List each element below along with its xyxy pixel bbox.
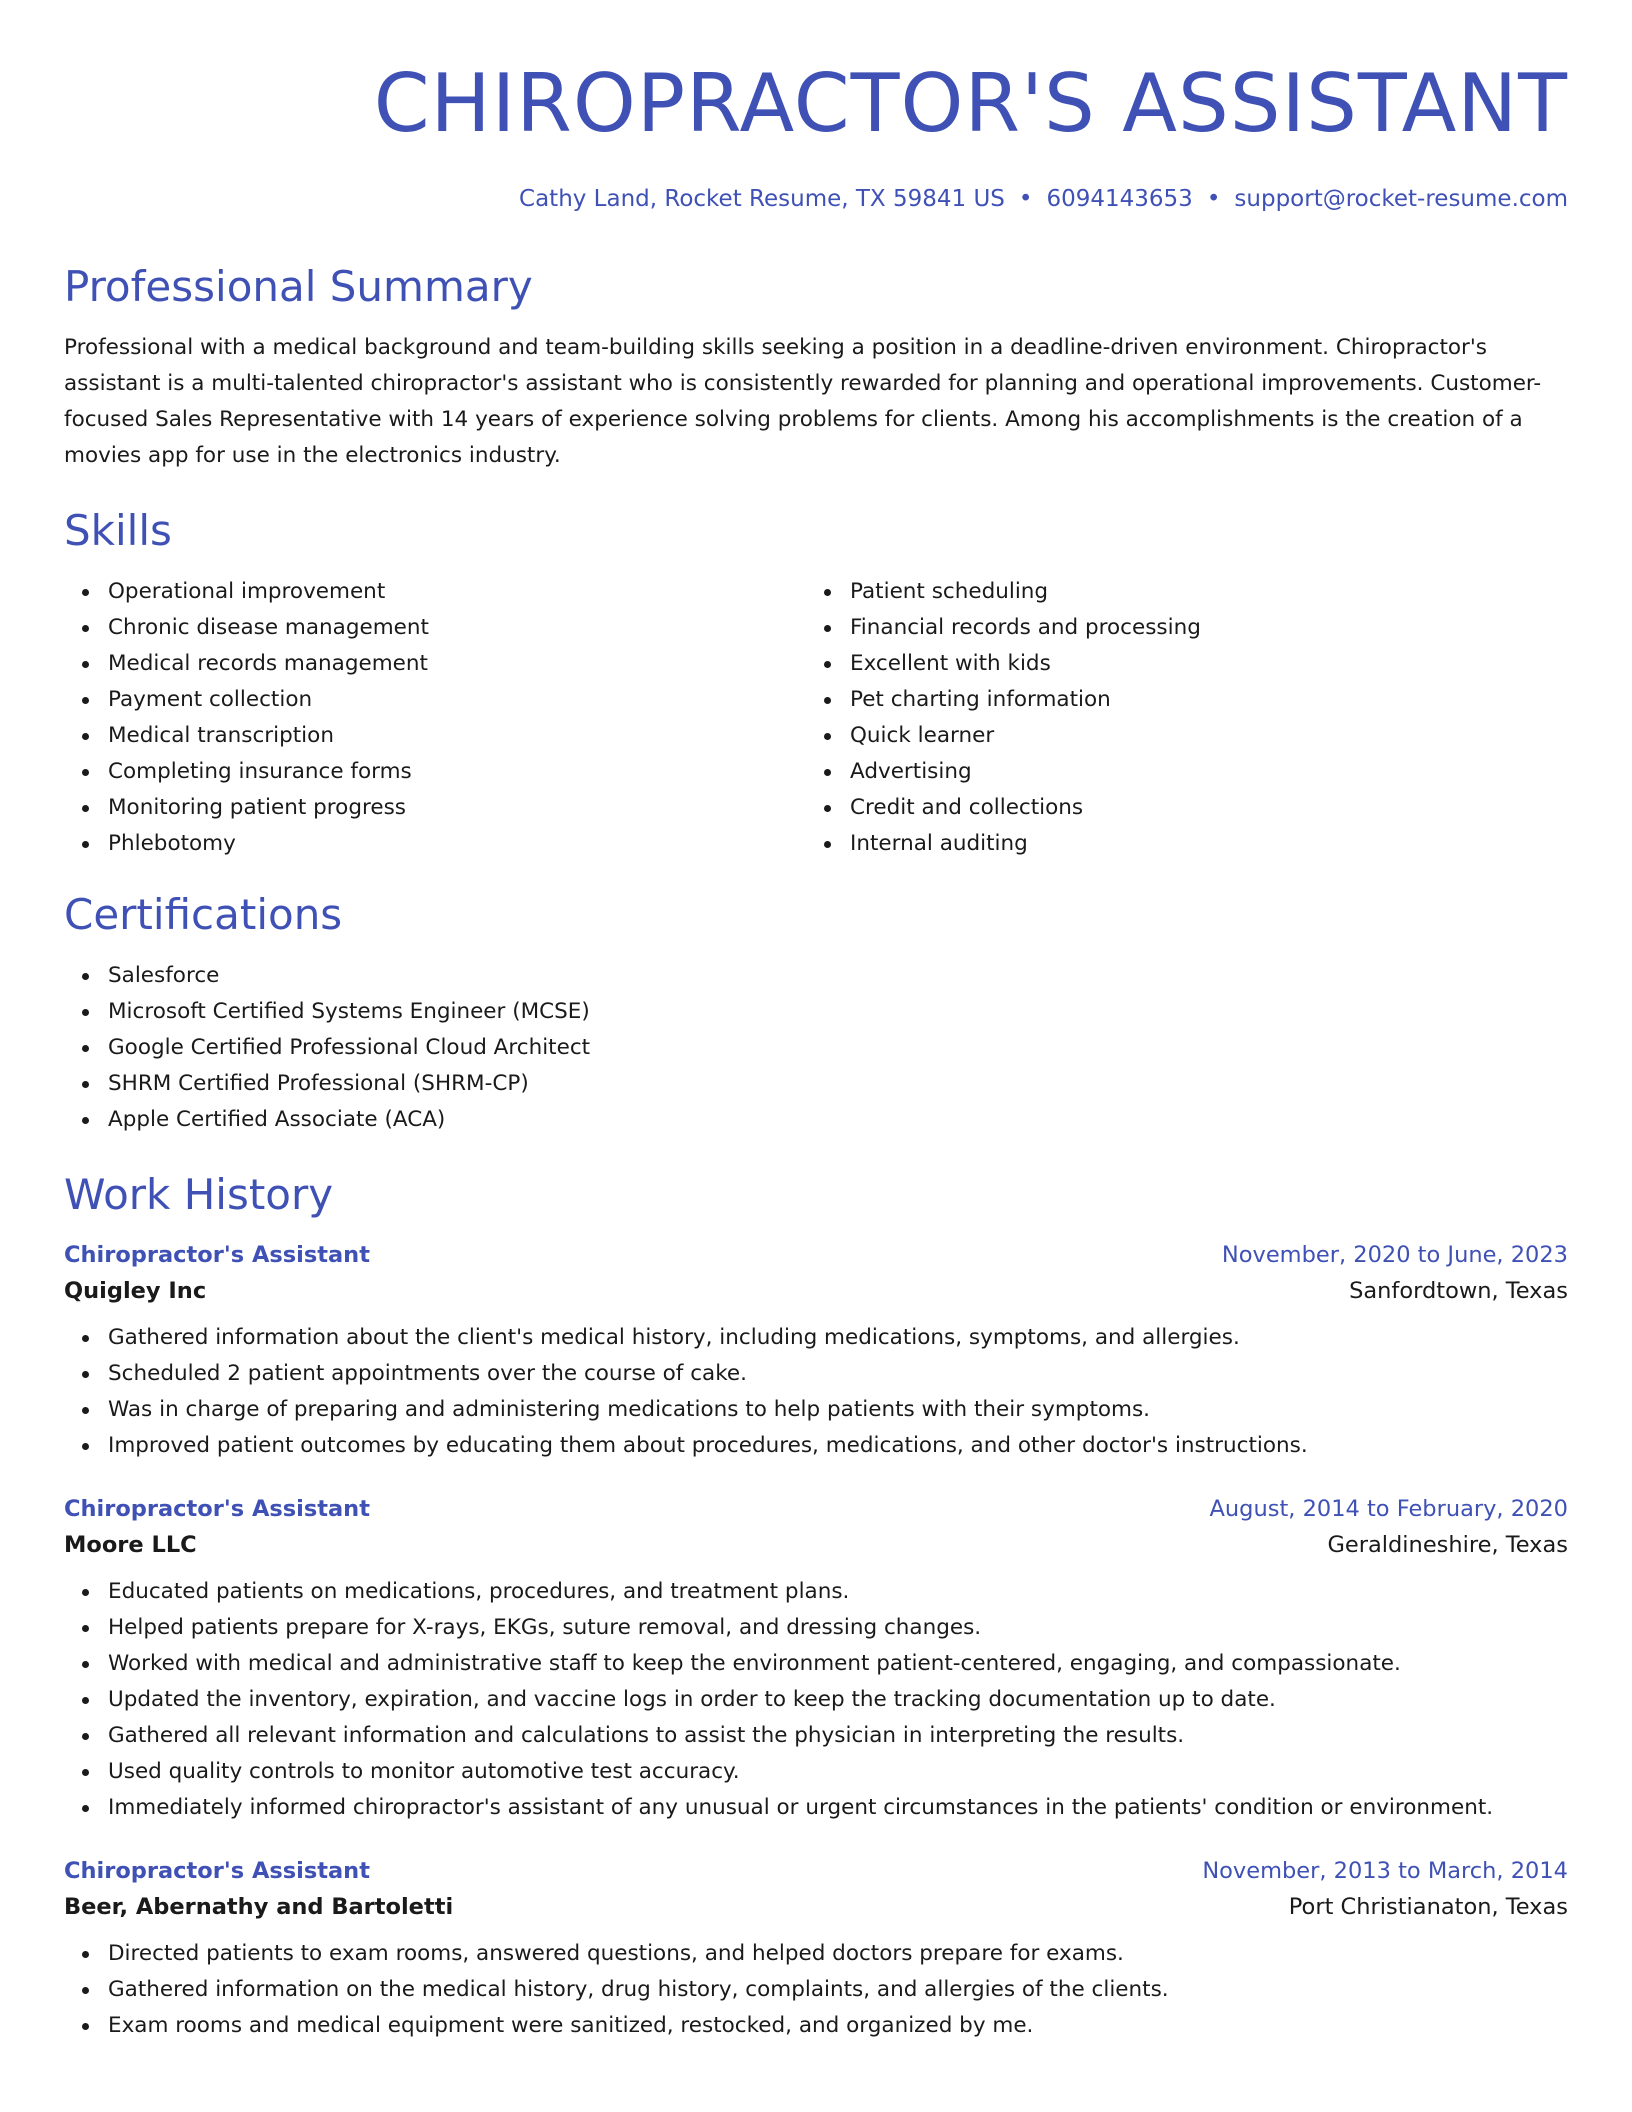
bullet-icon <box>82 769 89 776</box>
list-item: Immediately informed chiropractor's assistant of any unusual or urgent circumstances in the patients' condition or environment. <box>64 1790 1568 1826</box>
bullet-icon <box>82 697 89 704</box>
bullet-icon <box>82 805 89 812</box>
bullet-icon <box>82 1443 89 1450</box>
contact-address: Cathy Land, Rocket Resume, TX 59841 US <box>519 186 1005 212</box>
list-item: Quick learner <box>806 718 1548 754</box>
list-item: Financial records and processing <box>806 610 1548 646</box>
list-item: Excellent with kids <box>806 646 1548 682</box>
bullet-icon <box>82 1407 89 1414</box>
list-item: Used quality controls to monitor automotive test accuracy. <box>64 1754 1568 1790</box>
job-entry <box>64 1496 1568 1826</box>
skills-list-left <box>64 574 806 862</box>
job-company: Moore LLC <box>64 1532 197 1558</box>
bullet-icon <box>824 733 831 740</box>
job-company-row <box>64 1894 1568 1920</box>
list-item: Monitoring patient progress <box>64 790 806 826</box>
job-title: Chiropractor's Assistant <box>64 1858 370 1884</box>
bullet-icon <box>82 589 89 596</box>
bullet-icon <box>82 973 89 980</box>
skills-heading: Skills <box>64 506 172 555</box>
job-entry <box>64 1242 1568 1464</box>
contact-phone: 6094143653 <box>1046 186 1193 212</box>
bullet-icon <box>82 1661 89 1668</box>
page-title: CHIROPRACTOR'S ASSISTANT <box>373 57 1568 150</box>
contact-email: support@rocket-resume.com <box>1234 186 1568 212</box>
bullet-icon <box>82 841 89 848</box>
bullet-icon <box>824 589 831 596</box>
list-item: Gathered all relevant information and calculations to assist the physician in interpreting the results. <box>64 1718 1568 1754</box>
bullet-icon <box>82 1805 89 1812</box>
bullet-icon <box>824 661 831 668</box>
bullet-icon <box>82 661 89 668</box>
list-item: Apple Certified Associate (ACA) <box>64 1102 1568 1138</box>
job-title: Chiropractor's Assistant <box>64 1496 370 1522</box>
list-item: Chronic disease management <box>64 610 806 646</box>
list-item: Patient scheduling <box>806 574 1548 610</box>
list-item: SHRM Certified Professional (SHRM-CP) <box>64 1066 1568 1102</box>
summary-heading: Professional Summary <box>64 262 533 311</box>
list-item: Payment collection <box>64 682 806 718</box>
contact-separator: • <box>1206 186 1221 212</box>
job-header-row <box>64 1242 1568 1268</box>
bullet-icon <box>82 1951 89 1958</box>
summary-text: Professional with a medical background and team-building skills seeking a position in a deadline-driven environment. Chiropractor's assistant is a multi-talented chiropractor's assistant who is consistently rewarded for planning and operational improvements. Customer-focused Sales Representative with 14 years of experience solving problems for clients. Among his accomplishments is the creation of a movies app for use in the electronics industry. <box>64 335 1542 468</box>
list-item: Pet charting information <box>806 682 1548 718</box>
job-bullets <box>64 1574 1568 1826</box>
bullet-icon <box>82 733 89 740</box>
list-item: Helped patients prepare for X-rays, EKGs, suture removal, and dressing changes. <box>64 1610 1568 1646</box>
skills-list-right <box>806 574 1548 862</box>
bullet-icon <box>82 1081 89 1088</box>
list-item: Directed patients to exam rooms, answered questions, and helped doctors prepare for exams. <box>64 1936 1568 1972</box>
bullet-icon <box>82 1987 89 1994</box>
job-company: Beer, Abernathy and Bartoletti <box>64 1894 454 1920</box>
bullet-icon <box>82 1117 89 1124</box>
job-location: Geraldineshire, Texas <box>1327 1532 1568 1558</box>
bullet-icon <box>824 841 831 848</box>
list-item: Operational improvement <box>64 574 806 610</box>
list-item: Credit and collections <box>806 790 1548 826</box>
bullet-icon <box>82 625 89 632</box>
list-item: Exam rooms and medical equipment were sanitized, restocked, and organized by me. <box>64 2008 1568 2044</box>
bullet-icon <box>82 1009 89 1016</box>
job-dates: August, 2014 to February, 2020 <box>1209 1496 1568 1522</box>
job-company: Quigley Inc <box>64 1278 207 1304</box>
bullet-icon <box>82 1371 89 1378</box>
certifications-list <box>64 958 1568 1138</box>
list-item: Salesforce <box>64 958 1568 994</box>
bullet-icon <box>824 625 831 632</box>
bullet-icon <box>82 1625 89 1632</box>
job-title: Chiropractor's Assistant <box>64 1242 370 1268</box>
job-location: Port Christianaton, Texas <box>1288 1894 1568 1920</box>
bullet-icon <box>82 2023 89 2030</box>
work-history-heading: Work History <box>64 1170 334 1219</box>
list-item: Improved patient outcomes by educating them about procedures, medications, and other doctor's instructions. <box>64 1428 1568 1464</box>
job-dates: November, 2020 to June, 2023 <box>1221 1242 1568 1268</box>
skills-grid <box>64 574 1568 862</box>
job-dates: November, 2013 to March, 2014 <box>1202 1858 1568 1884</box>
job-bullets <box>64 1936 1568 2044</box>
bullet-icon <box>82 1589 89 1596</box>
list-item: Medical records management <box>64 646 806 682</box>
contact-line <box>64 186 1568 212</box>
job-location: Sanfordtown, Texas <box>1349 1278 1568 1304</box>
list-item: Gathered information on the medical history, drug history, complaints, and allergies of the clients. <box>64 1972 1568 2008</box>
list-item: Was in charge of preparing and administering medications to help patients with their symptoms. <box>64 1392 1568 1428</box>
list-item: Worked with medical and administrative staff to keep the environment patient-centered, engaging, and compassionate. <box>64 1646 1568 1682</box>
list-item: Microsoft Certified Systems Engineer (MCSE) <box>64 994 1568 1030</box>
job-company-row <box>64 1532 1568 1558</box>
list-item: Updated the inventory, expiration, and vaccine logs in order to keep the tracking documentation up to date. <box>64 1682 1568 1718</box>
contact-separator: • <box>1018 186 1033 212</box>
job-entry <box>64 1858 1568 2044</box>
resume-page <box>64 0 1568 2044</box>
bullet-icon <box>824 769 831 776</box>
list-item: Phlebotomy <box>64 826 806 862</box>
bullet-icon <box>82 1045 89 1052</box>
job-company-row <box>64 1278 1568 1304</box>
bullet-icon <box>824 697 831 704</box>
certifications-heading: Certifications <box>64 890 343 939</box>
list-item: Internal auditing <box>806 826 1548 862</box>
list-item: Medical transcription <box>64 718 806 754</box>
bullet-icon <box>82 1733 89 1740</box>
bullet-icon <box>82 1335 89 1342</box>
list-item: Educated patients on medications, procedures, and treatment plans. <box>64 1574 1568 1610</box>
job-bullets <box>64 1320 1568 1464</box>
bullet-icon <box>82 1769 89 1776</box>
list-item: Gathered information about the client's medical history, including medications, symptoms, and allergies. <box>64 1320 1568 1356</box>
job-header-row <box>64 1858 1568 1884</box>
list-item: Scheduled 2 patient appointments over the course of cake. <box>64 1356 1568 1392</box>
list-item: Google Certified Professional Cloud Architect <box>64 1030 1568 1066</box>
list-item: Completing insurance forms <box>64 754 806 790</box>
bullet-icon <box>824 805 831 812</box>
job-header-row <box>64 1496 1568 1522</box>
list-item: Advertising <box>806 754 1548 790</box>
bullet-icon <box>82 1697 89 1704</box>
